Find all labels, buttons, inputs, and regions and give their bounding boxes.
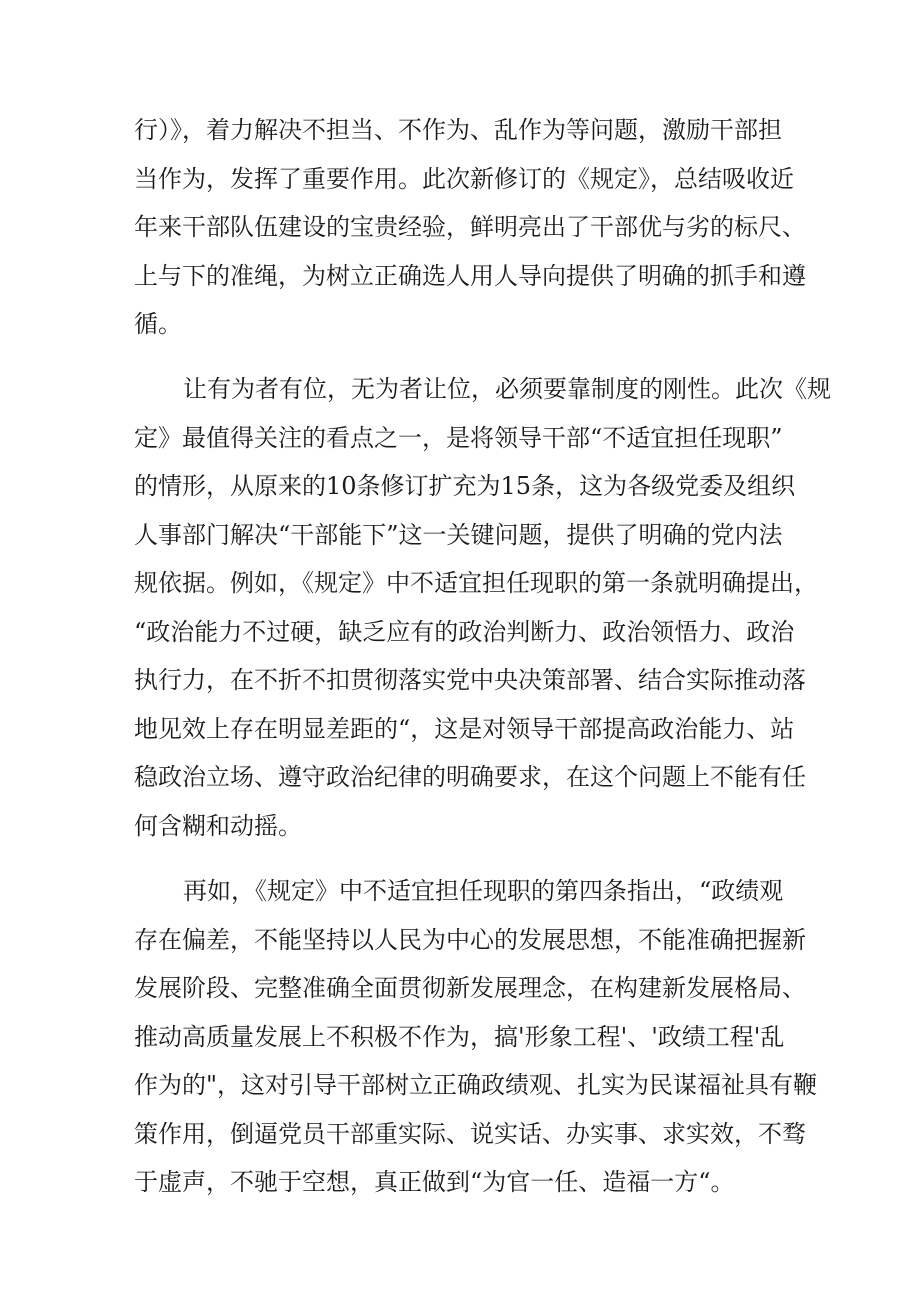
paragraph-3-line-3: 发展阶段、完整准确全面贯彻新发展理念，在构建新发展格局、 xyxy=(134,974,806,1002)
paragraph-1-line-4: 上与下的准绳，为树立正确选人用人导向提供了明确的抓手和遵 xyxy=(134,262,806,290)
paragraph-1-line-5: 循。 xyxy=(134,310,182,338)
paragraph-2-line-7: 执行力，在不折不扣贯彻落实党中央决策部署、结合实际推动落 xyxy=(134,666,806,694)
paragraph-1-line-3: 年来干部队伍建设的宝贵经验，鲜明亮出了干部优与劣的标尺、 xyxy=(134,213,806,241)
paragraph-3-line-6: 策作用，倒逼党员干部重实际、说实话、办实事、求实效，不骛 xyxy=(134,1120,806,1148)
paragraph-1-line-1: 行）》，着力解决不担当、不作为、乱作为等问题，激励干部担 xyxy=(134,116,782,144)
paragraph-1-line-2: 当作为，发挥了重要作用。此次新修订的《规定》，总结吸收近 xyxy=(134,165,794,193)
paragraph-3-line-5: 作为的"，这对引导干部树立正确政绩观、扎实为民谋福祉具有鞭 xyxy=(134,1071,818,1099)
paragraph-3-line-7: 于虚声，不驰于空想，真正做到“为官一任、造福一方“。 xyxy=(134,1168,735,1196)
paragraph-2-line-4: 人事部门解决“干部能下”这一关键问题，提供了明确的党内法 xyxy=(134,521,783,549)
paragraph-2-line-1: 让有为者有位，无为者让位，必须要靠制度的刚性。此次《规 xyxy=(183,375,831,403)
paragraph-2-line-10: 何含糊和动摇。 xyxy=(134,812,302,840)
paragraph-2-line-9: 稳政治立场、遵守政治纪律的明确要求，在这个问题上不能有任 xyxy=(134,763,806,791)
paragraph-2-line-5: 规依据。例如，《规定》中不适宜担任现职的第一条就明确提出， xyxy=(134,569,818,597)
paragraph-2-line-3: 的情形，从原来的10条修订扩充为15条，这为各级党委及组织 xyxy=(134,472,796,500)
paragraph-3-line-4: 推动高质量发展上不积极不作为，搞'形象工程'、'政绩工程'乱 xyxy=(134,1023,785,1051)
paragraph-3-line-1: 再如，《规定》中不适宜担任现职的第四条指出，“政绩观 xyxy=(183,877,784,905)
paragraph-3-line-2: 存在偏差，不能坚持以人民为中心的发展思想，不能准确把握新 xyxy=(134,926,806,954)
paragraph-2-line-8: 地见效上存在明显差距的“，这是对领导干部提高政治能力、站 xyxy=(134,715,795,743)
paragraph-2-line-6: “政治能力不过硬，缺乏应有的政治判断力、政治领悟力、政治 xyxy=(134,618,795,646)
paragraph-2-line-2: 定》最值得关注的看点之一，是将领导干部“不适宜担任现职” xyxy=(134,424,783,452)
